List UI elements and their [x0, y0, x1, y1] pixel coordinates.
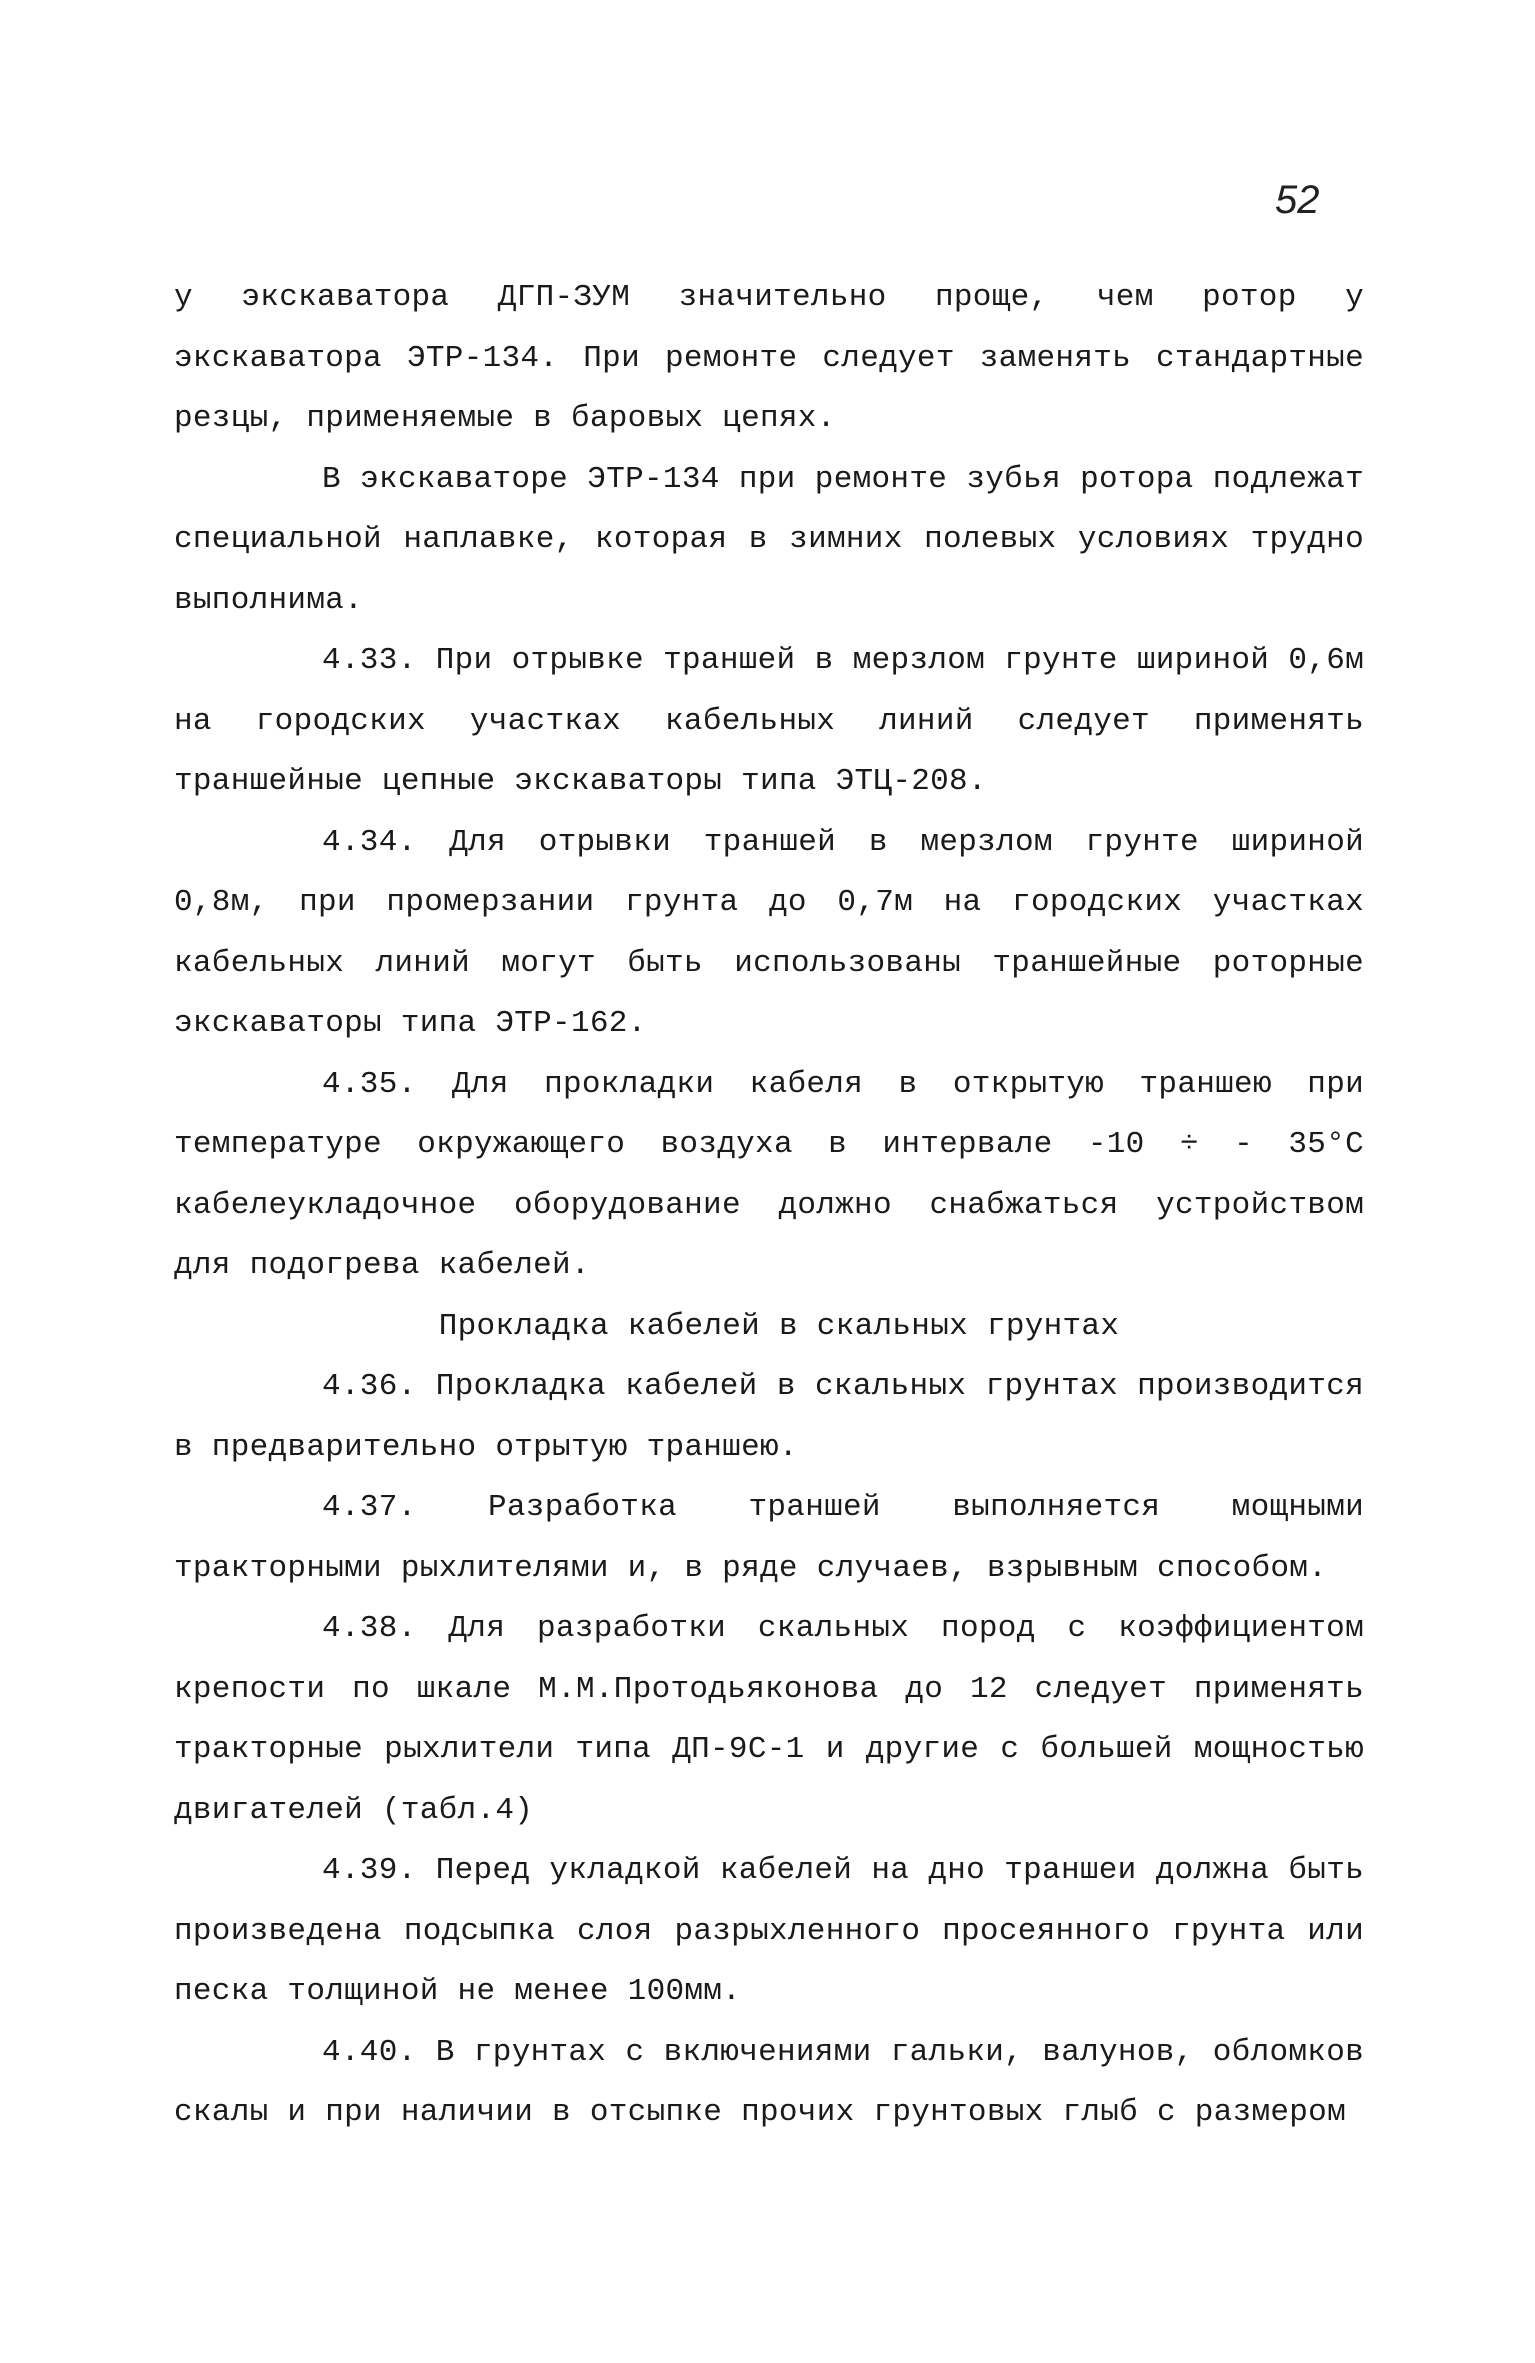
- paragraph-4-37: 4.37. Разработка траншей выполняется мощными тракторными рыхлителями и, в ряде случаев, взрывным способом.: [174, 1490, 1364, 1586]
- section-heading: Прокладка кабелей в скальных грунтах: [438, 1308, 1120, 1344]
- paragraph-4-33: 4.33. При отрывке траншей в мерзлом грунте шириной 0,6м на городских участках кабельных линий следует применять траншейные цепные экскаваторы типа ЭТЦ-208.: [174, 643, 1364, 799]
- paragraph-4-35: 4.35. Для прокладки кабеля в открытую траншею при температуре окружающего воздуха в интервале -10 ÷ - 35°С кабелеукладочное оборудование должно снабжаться устройством для подогрева кабелей.: [174, 1066, 1364, 1283]
- page-number: 52: [1275, 178, 1320, 222]
- paragraph-etr-134-repair: В экскаваторе ЭТР-134 при ремонте зубья ротора подлежат специальной наплавке, которая в зимних полевых условиях трудно выполнима.: [174, 461, 1364, 618]
- paragraph-4-39: 4.39. Перед укладкой кабелей на дно траншеи должна быть произведена подсыпка слоя разрыхленного просеянного грунта или песка толщиной не менее 100мм.: [174, 1853, 1364, 2009]
- paragraph-excavator-rotor: у экскаватора ДГП-ЗУМ значительно проще, чем ротор у экскаватора ЭТР-134. При ремонте следует заменять стандартные резцы, применяемые в баровых цепях.: [174, 280, 1364, 436]
- paragraph-4-34: 4.34. Для отрывки траншей в мерзлом грунте шириной 0,8м, при промерзании грунта до 0,7м на городских участках кабельных линий могут быть использованы траншейные роторные экскаваторы типа ЭТР-162.: [174, 824, 1364, 1041]
- paragraph-4-36: 4.36. Прокладка кабелей в скальных грунтах производится в предварительно отрытую траншею.: [174, 1369, 1364, 1465]
- paragraph-4-38: 4.38. Для разработки скальных пород с коэффициентом крепости по шкале М.М.Протодьяконова до 12 следует применять тракторные рыхлители типа ДП-9С-1 и другие с большей мощностью двигателей (табл.4): [174, 1611, 1364, 1828]
- body-text: [174, 268, 1364, 2144]
- paragraph-4-40: 4.40. В грунтах с включениями гальки, валунов, обломков скалы и при наличии в отсыпке прочих грунтовых глыб с размером: [174, 2034, 1364, 2130]
